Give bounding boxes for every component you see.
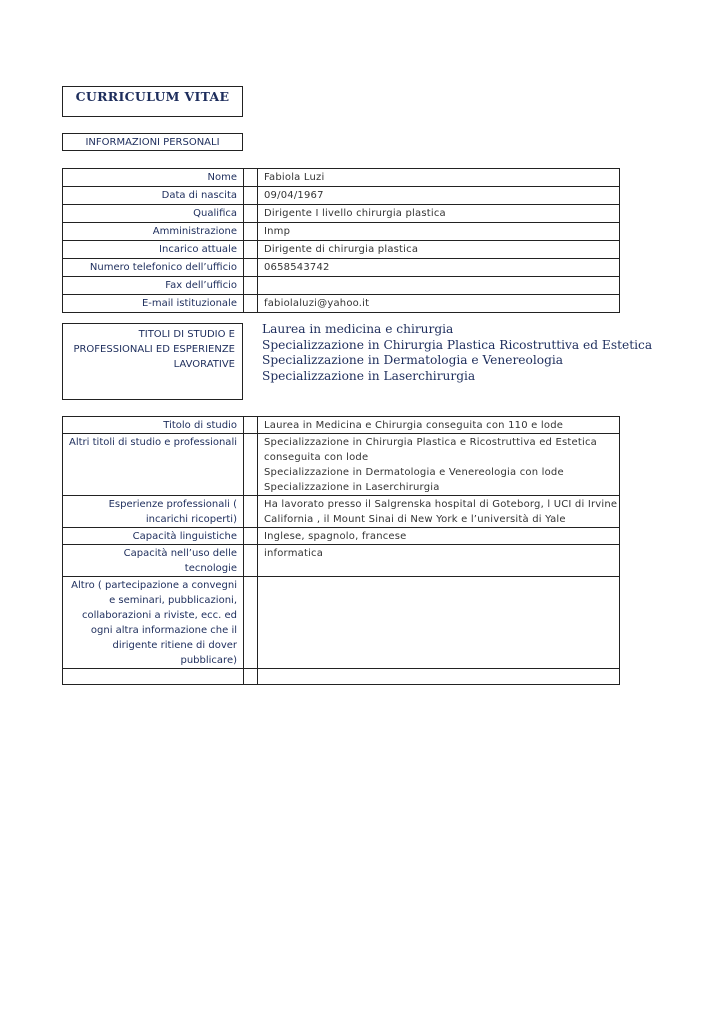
table-row bbox=[63, 223, 620, 241]
document-title: CURRICULUM VITAE bbox=[75, 89, 230, 104]
details-table bbox=[62, 416, 620, 685]
field-value: 0658543742 bbox=[258, 259, 620, 277]
personal-info-table bbox=[62, 168, 620, 313]
titoli-line: Specializzazione in Chirurgia Plastica Ricostruttiva ed Estetica bbox=[262, 337, 653, 352]
field-label: E-mail istituzionale bbox=[63, 295, 244, 313]
table-row bbox=[63, 434, 620, 496]
field-label: Capacità nell’uso delle tecnologie bbox=[63, 545, 244, 577]
titoli-line: Laurea in medicina e chirurgia bbox=[262, 322, 454, 336]
field-label: Numero telefonico dell’ufficio bbox=[63, 259, 244, 277]
titoli-line: Specializzazione in Laserchirurgia bbox=[262, 368, 476, 383]
table-row bbox=[63, 528, 620, 545]
field-label: Altro ( partecipazione a convegni e seminari, pubblicazioni, collaborazioni a riviste, ecc. ed ogni altra informazione che il dirigente ritiene di dover pubblicare) bbox=[63, 577, 244, 669]
table-row bbox=[63, 169, 620, 187]
title-box bbox=[62, 86, 243, 117]
table-row bbox=[63, 669, 620, 685]
table-row bbox=[63, 577, 620, 669]
field-label: Fax dell’ufficio bbox=[63, 277, 244, 295]
field-value: informatica bbox=[258, 545, 620, 577]
table-row bbox=[63, 417, 620, 434]
table-row bbox=[63, 545, 620, 577]
titoli-line: Specializzazione in Dermatologia e Venereologia bbox=[262, 353, 564, 368]
field-label: Esperienze professionali ( incarichi ricoperti) bbox=[63, 496, 244, 528]
table-row bbox=[63, 259, 620, 277]
field-value: Inmp bbox=[258, 223, 620, 241]
field-label: Nome bbox=[63, 169, 244, 187]
field-value: Ha lavorato presso il Salgrenska hospital di Goteborg, l UCI di Irvine California , il Mount Sinai di New York e l’università di Yale bbox=[258, 496, 620, 528]
field-label: Amministrazione bbox=[63, 223, 244, 241]
field-value: Fabiola Luzi bbox=[258, 169, 620, 187]
titoli-label: TITOLI DI STUDIO E PROFESSIONALI ED ESPERIENZE LAVORATIVE bbox=[73, 329, 235, 370]
titoli-summary bbox=[262, 322, 653, 384]
field-value: Dirigente di chirurgia plastica bbox=[258, 241, 620, 259]
field-label: Incarico attuale bbox=[63, 241, 244, 259]
table-row bbox=[63, 496, 620, 528]
titoli-label-box bbox=[62, 323, 243, 400]
section-title: INFORMAZIONI PERSONALI bbox=[85, 137, 220, 148]
field-value: 09/04/1967 bbox=[258, 187, 620, 205]
section-header-box bbox=[62, 133, 243, 151]
field-value: Inglese, spagnolo, francese bbox=[258, 528, 620, 545]
field-value: Specializzazione in Chirurgia Plastica e Ricostruttiva ed Estetica conseguita con lode Specializzazione in Dermatologia e Venereologia con lode Specializzazione in Laserchirurgia bbox=[258, 434, 620, 496]
field-value: Laurea in Medicina e Chirurgia conseguita con 110 e lode bbox=[258, 417, 620, 434]
field-label: Data di nascita bbox=[63, 187, 244, 205]
table-row bbox=[63, 277, 620, 295]
field-value: Dirigente I livello chirurgia plastica bbox=[258, 205, 620, 223]
field-label: Qualifica bbox=[63, 205, 244, 223]
field-label: Capacità linguistiche bbox=[63, 528, 244, 545]
field-value: fabiolaluzi@yahoo.it bbox=[258, 295, 620, 313]
field-value bbox=[258, 277, 620, 295]
table-row bbox=[63, 187, 620, 205]
field-label: Altri titoli di studio e professionali bbox=[63, 434, 244, 496]
field-label: Titolo di studio bbox=[63, 417, 244, 434]
table-row bbox=[63, 295, 620, 313]
table-row bbox=[63, 241, 620, 259]
table-row bbox=[63, 205, 620, 223]
field-value bbox=[258, 577, 620, 669]
